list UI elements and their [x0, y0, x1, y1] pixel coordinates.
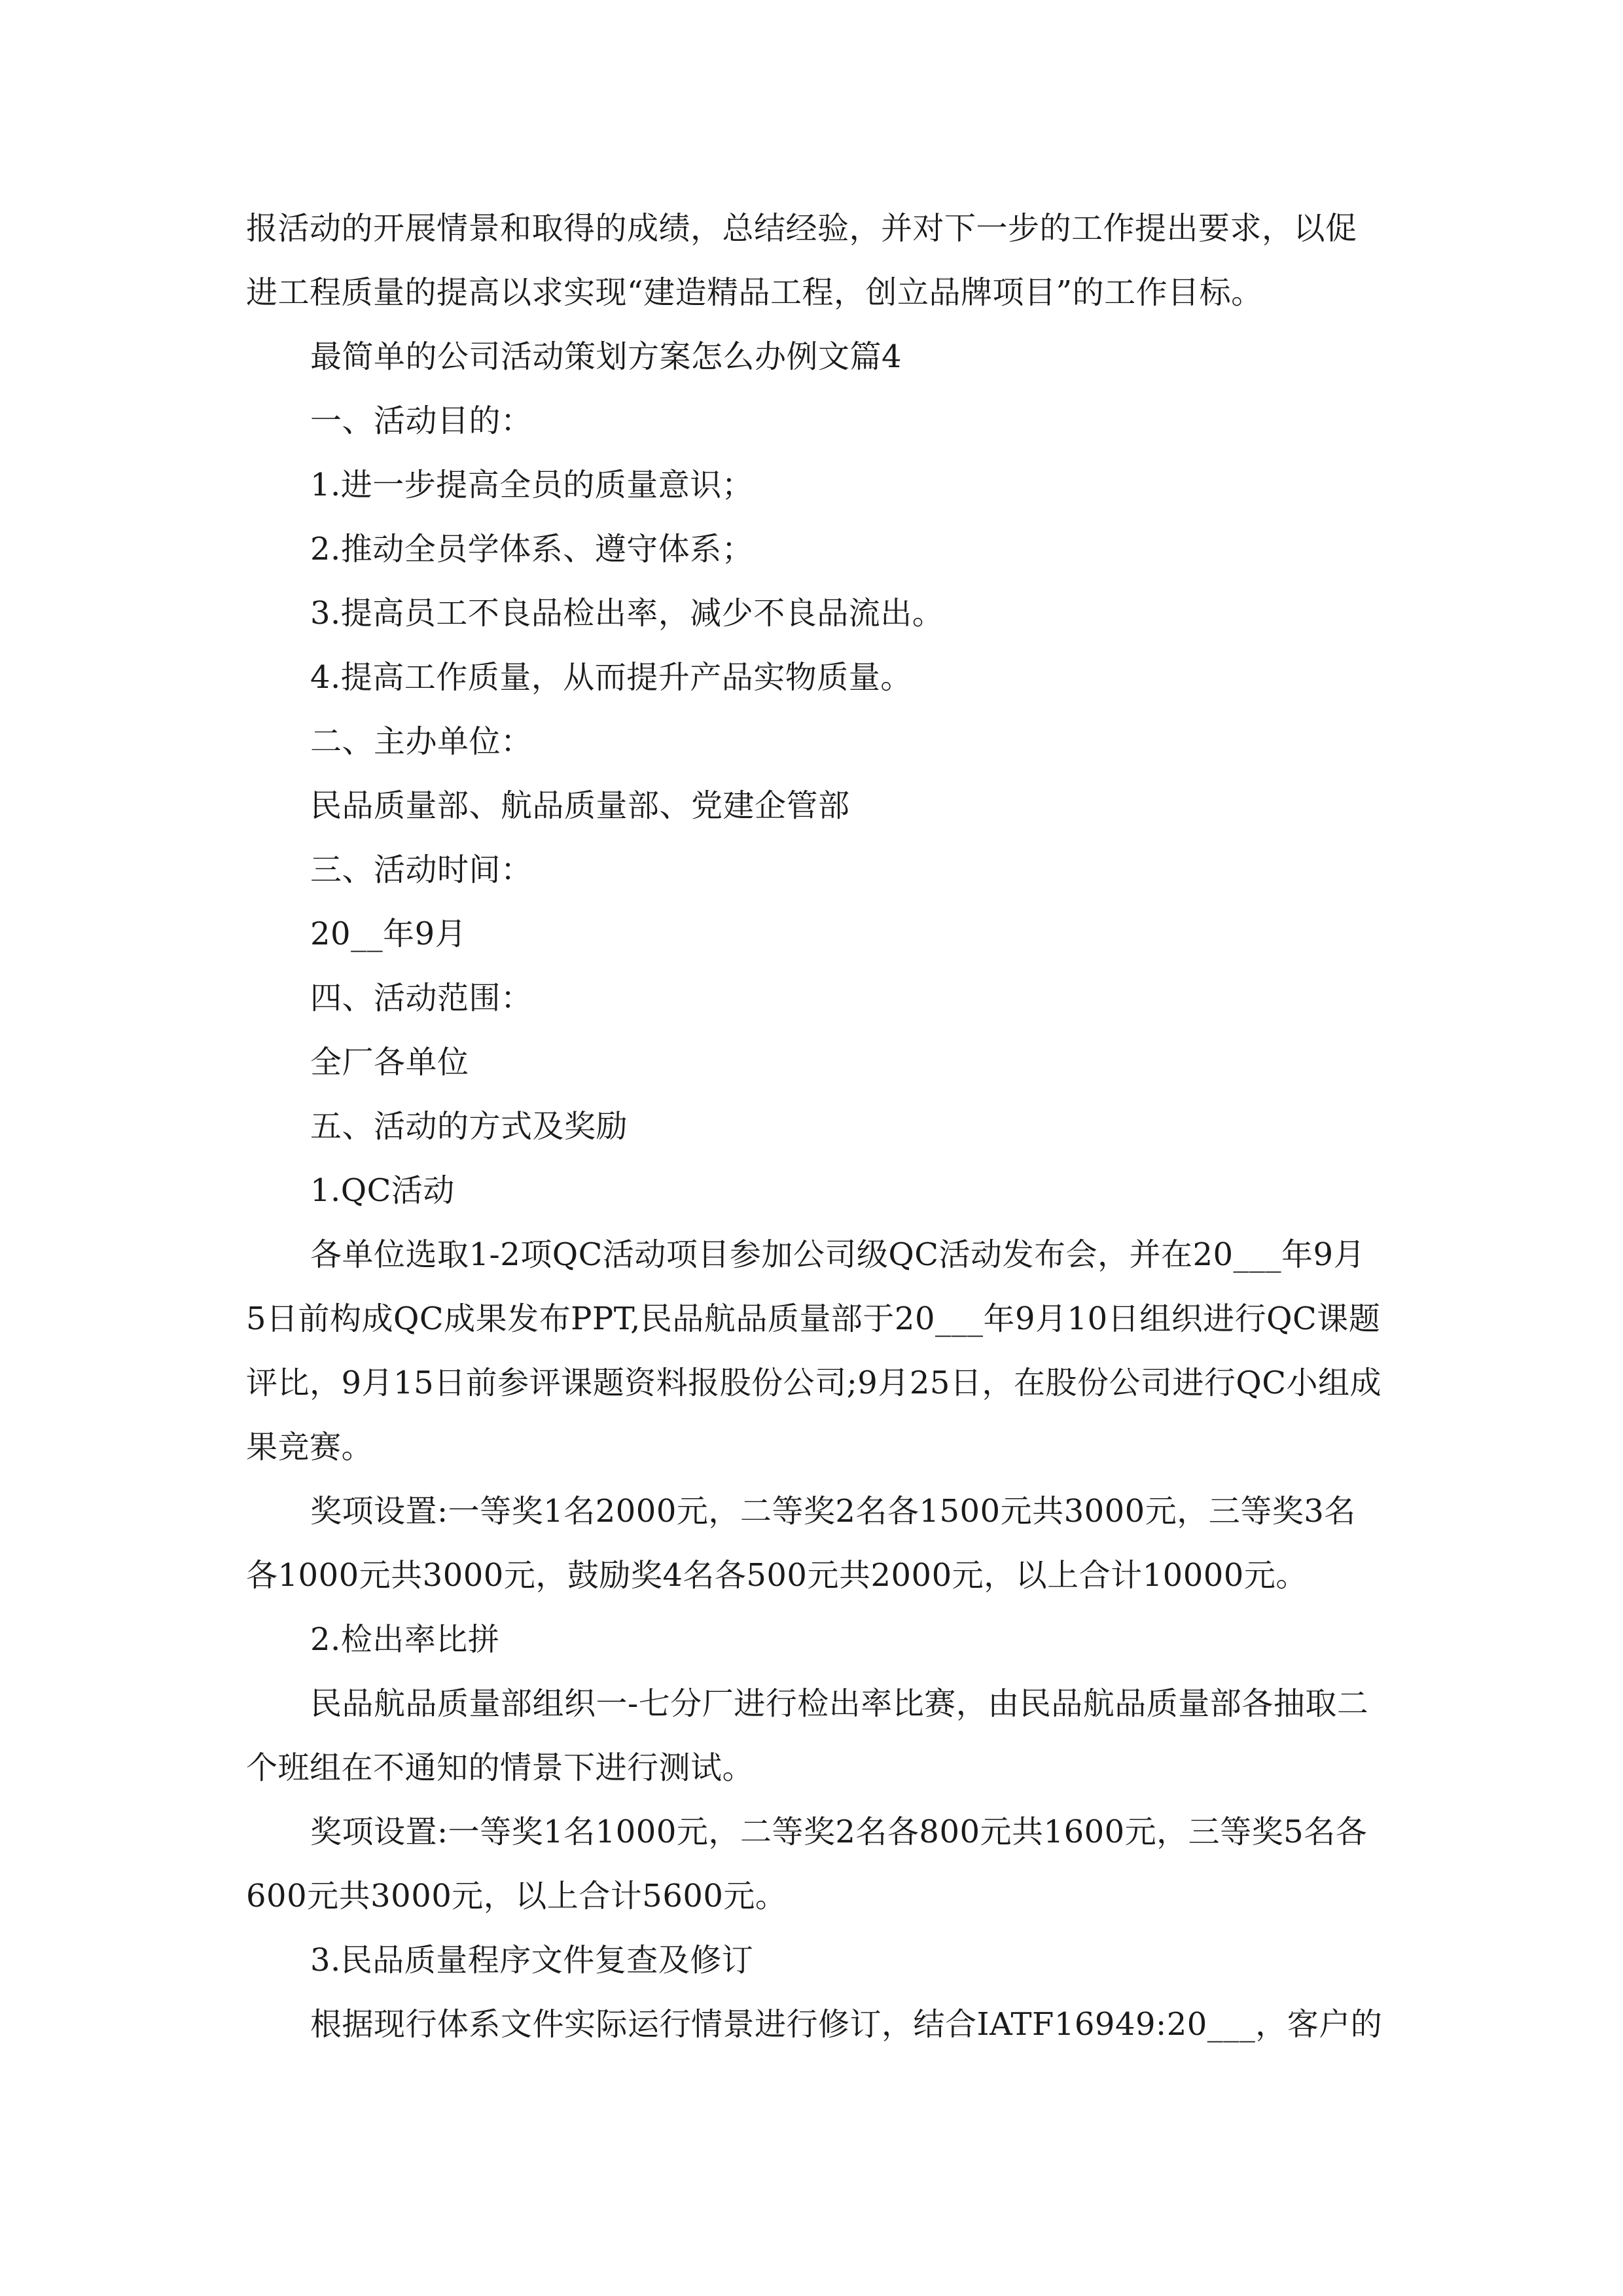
paragraph: 奖项设置:一等奖1名1000元，二等奖2名各800元共1600元，三等奖5名各600元共3000元，以上合计5600元。	[246, 1814, 1368, 1914]
list-item: 4.提高工作质量，从而提升产品实物质量。	[310, 659, 912, 696]
paragraph: 奖项设置:一等奖1名2000元，二等奖2名各1500元共3000元，三等奖3名各1000元共3000元，鼓励奖4名各500元共2000元，以上合计10000元。	[246, 1493, 1356, 1594]
heading-method-rewards: 五、活动的方式及奖励	[310, 1108, 628, 1145]
subheading: 2.检出率比拼	[310, 1621, 500, 1658]
section-title: 最简单的公司活动策划方案怎么办例文篇4	[310, 338, 902, 375]
subheading: 3.民品质量程序文件复查及修订	[310, 1942, 754, 1979]
paragraph: 根据现行体系文件实际运行情景进行修订，结合IATF16949:20___，客户的	[310, 2006, 1383, 2043]
heading-organizer: 二、主办单位：	[310, 723, 533, 760]
list-item: 2.推动全员学体系、遵守体系；	[310, 531, 754, 567]
document-body	[246, 196, 1385, 2056]
paragraph: 民品航品质量部组织一-七分厂进行检出率比赛，由民品航品质量部各抽取二个班组在不通知的情景下进行测试。	[246, 1685, 1369, 1786]
paragraph: 20__年9月	[310, 916, 467, 952]
paragraph: 民品质量部、航品质量部、党建企管部	[310, 787, 850, 824]
heading-purpose: 一、活动目的：	[310, 403, 533, 439]
paragraph: 全厂各单位	[310, 1044, 469, 1081]
subheading: 1.QC活动	[310, 1172, 455, 1209]
heading-time: 三、活动时间：	[310, 852, 533, 888]
list-item: 3.提高员工不良品检出率，减少不良品流出。	[310, 595, 944, 632]
heading-scope: 四、活动范围：	[310, 980, 533, 1016]
paragraph: 各单位选取1-2项QC活动项目参加公司级QC活动发布会，并在20___年9月5日前构成QC成果发布PPT,民品航品质量部于20___年9月10日组织进行QC课题评比，9月15日前参评课题资料报股份公司;9月25日，在股份公司进行QC小组成果竞赛。	[246, 1236, 1382, 1465]
list-item: 1.进一步提高全员的质量意识；	[310, 467, 754, 503]
paragraph-continuation: 报活动的开展情景和取得的成绩，总结经验，并对下一步的工作提出要求，以促进工程质量的提高以求实现“建造精品工程，创立品牌项目”的工作目标。	[246, 210, 1357, 311]
